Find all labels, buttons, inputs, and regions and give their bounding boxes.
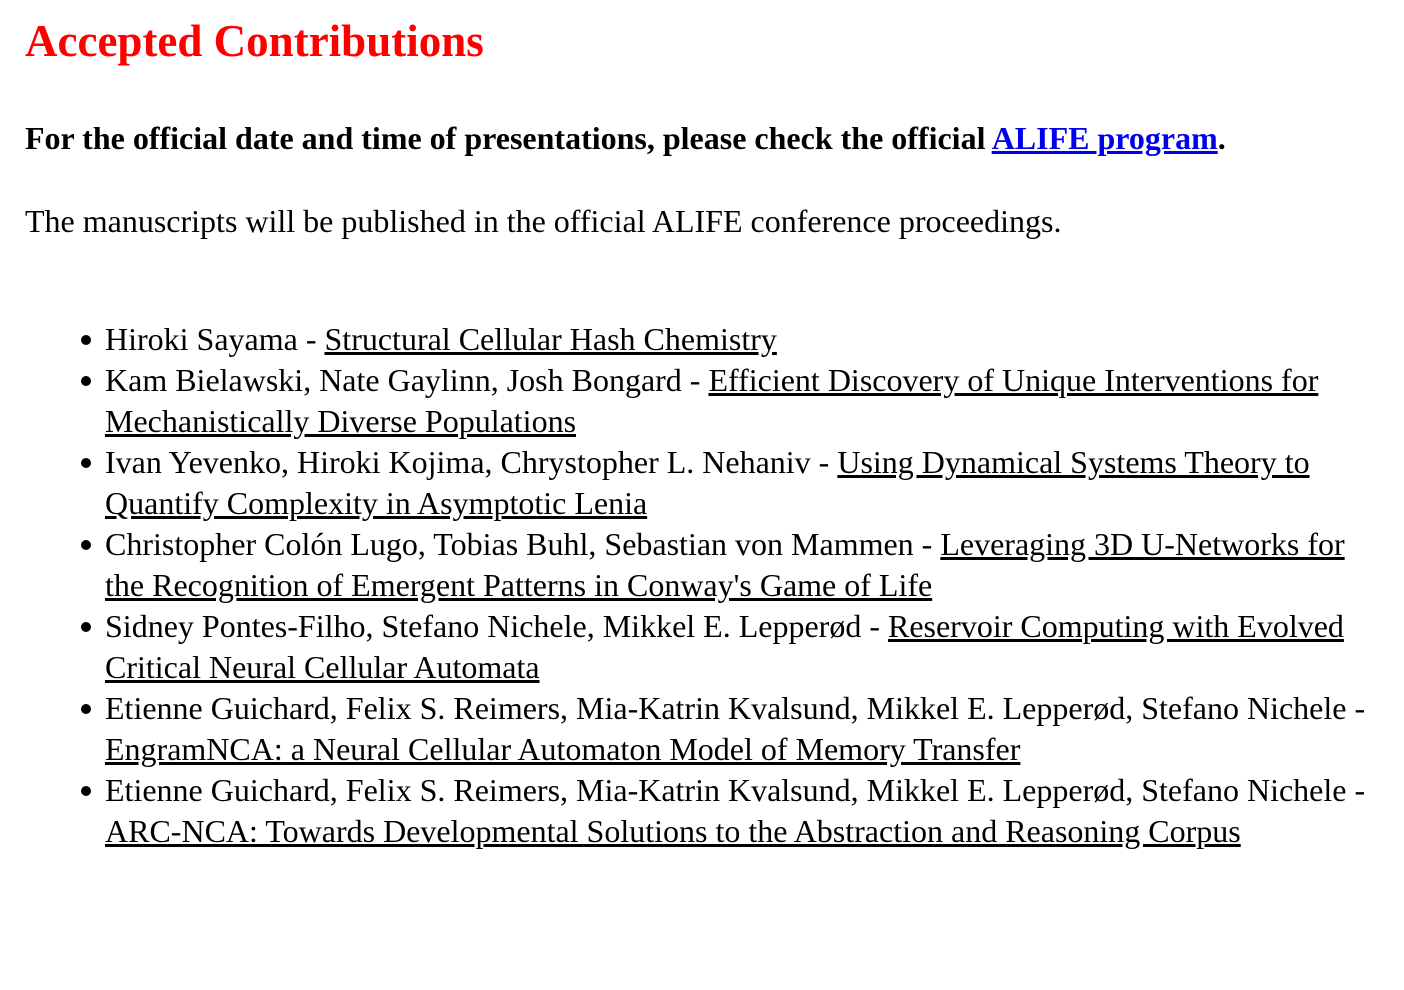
presentation-note xyxy=(25,118,1245,159)
paper-title-link[interactable]: ARC-NCA: Towards Developmental Solutions to the Abstraction and Reasoning Corpus xyxy=(105,813,1241,849)
separator: - xyxy=(861,608,888,644)
bullet-icon xyxy=(81,786,91,796)
paper-authors: Christopher Colón Lugo, Tobias Buhl, Sebastian von Mammen xyxy=(105,526,914,562)
paper-authors: Sidney Pontes-Filho, Stefano Nichele, Mikkel E. Lepperød xyxy=(105,608,862,644)
note-suffix: . xyxy=(1217,120,1226,156)
separator: - xyxy=(913,526,941,562)
alife-program-link[interactable]: ALIFE program xyxy=(991,120,1218,156)
list-item xyxy=(105,770,1375,852)
paper-authors: Hiroki Sayama xyxy=(105,321,298,357)
separator: - xyxy=(1346,772,1366,808)
separator: - xyxy=(297,321,325,357)
intro-text: The manuscripts will be published in the official ALIFE conference proceedings. xyxy=(25,203,1062,239)
paper-authors: Etienne Guichard, Felix S. Reimers, Mia-Katrin Kvalsund, Mikkel E. Lepperød, Stefano Nichele xyxy=(105,772,1347,808)
list-item xyxy=(105,360,1375,442)
paper-title-link[interactable]: Leveraging 3D U-Networks for the Recognition of Emergent Patterns in Conway's Game of Life xyxy=(105,526,1345,603)
bullet-icon xyxy=(81,458,91,468)
bullet-icon xyxy=(81,622,91,632)
paper-title-link[interactable]: Efficient Discovery of Unique Interventions for Mechanistically Diverse Populations xyxy=(105,362,1319,439)
paper-title-link[interactable]: EngramNCA: a Neural Cellular Automaton Model of Memory Transfer xyxy=(105,731,1021,767)
separator: - xyxy=(681,362,709,398)
list-item xyxy=(105,524,1375,606)
paper-title-link[interactable]: Structural Cellular Hash Chemistry xyxy=(324,321,777,357)
papers-list xyxy=(25,319,1375,852)
paper-title-link[interactable]: Reservoir Computing with Evolved Critical Neural Cellular Automata xyxy=(105,608,1344,685)
page-title: Accepted Contributions xyxy=(25,16,484,66)
bullet-icon xyxy=(81,335,91,345)
note-prefix: For the official date and time of presentations, please check the official xyxy=(25,120,992,156)
list-item xyxy=(105,319,1375,360)
bullet-icon xyxy=(81,540,91,550)
paper-title-link[interactable]: Using Dynamical Systems Theory to Quantify Complexity in Asymptotic Lenia xyxy=(105,444,1310,521)
paper-authors: Kam Bielawski, Nate Gaylinn, Josh Bongard xyxy=(105,362,682,398)
paper-authors: Ivan Yevenko, Hiroki Kojima, Chrystopher L. Nehaniv xyxy=(105,444,811,480)
list-item xyxy=(105,442,1375,524)
separator: - xyxy=(810,444,838,480)
list-item xyxy=(105,688,1375,770)
bullet-icon xyxy=(81,704,91,714)
separator: - xyxy=(1346,690,1366,726)
list-item xyxy=(105,606,1375,688)
paper-authors: Etienne Guichard, Felix S. Reimers, Mia-Katrin Kvalsund, Mikkel E. Lepperød, Stefano Nichele xyxy=(105,690,1347,726)
bullet-icon xyxy=(81,376,91,386)
